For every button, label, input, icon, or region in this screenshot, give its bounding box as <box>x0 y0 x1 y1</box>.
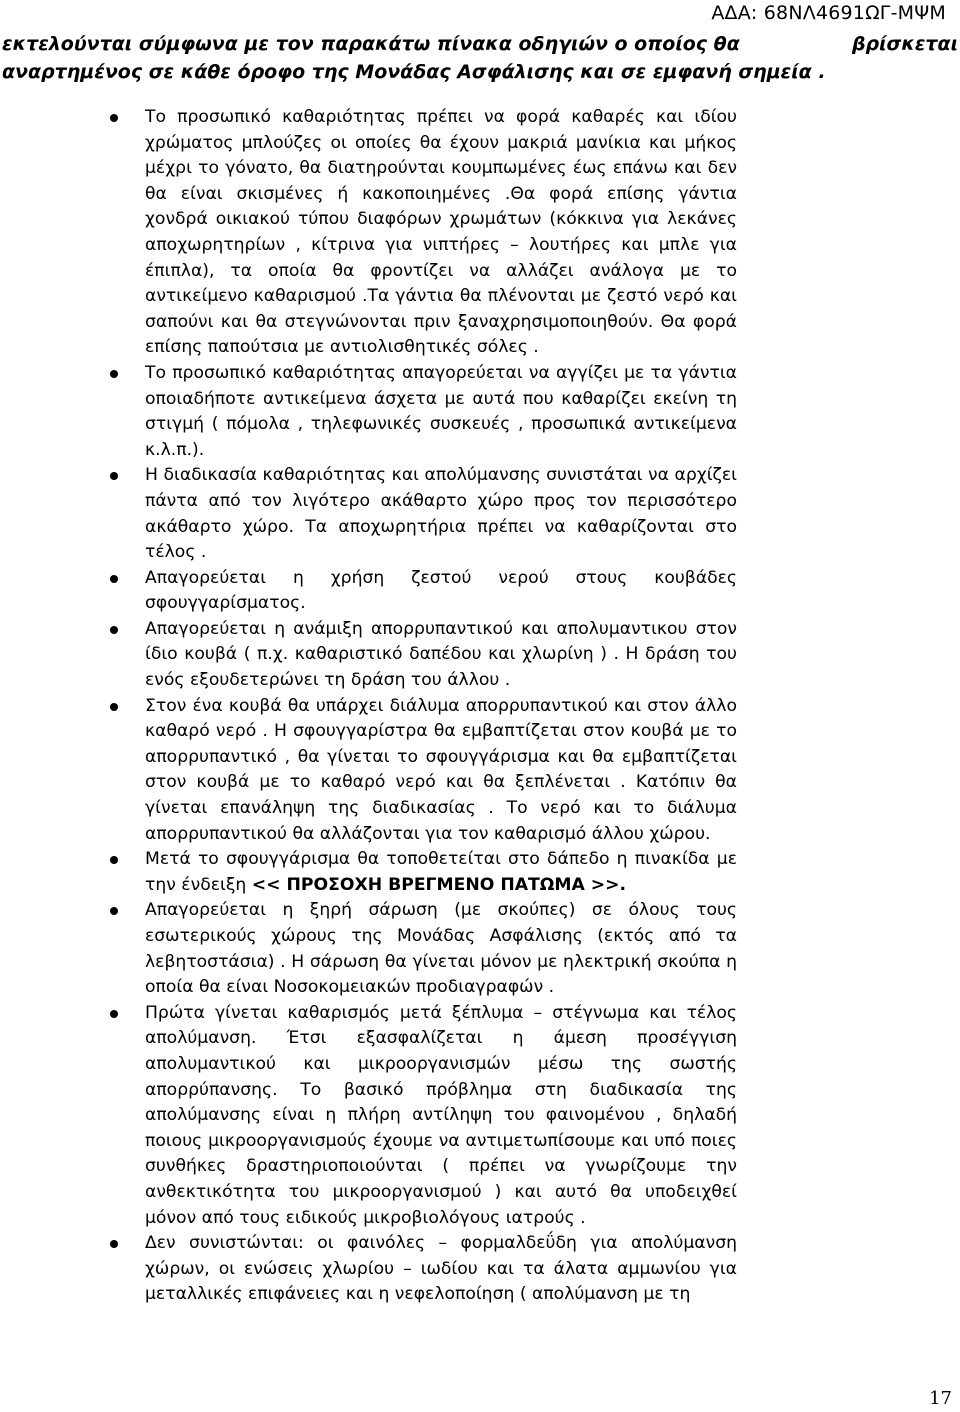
list-item <box>145 105 737 361</box>
list-item-text: Το προσωπικό καθαριότητας απαγορεύεται να αγγίζει με τα γάντια οποιαδήποτε αντικείμενα άσχετα με αυτά που καθαρίζει εκείνη τη στιγμή ( πόμολα , τηλεφωνικές συσκευές , προσωπικά αντικείμενα κ.λ.π.). <box>145 362 737 460</box>
intro-line-2: αναρτημένος σε κάθε όροφο της Μονάδας Ασφάλισης και σε εμφανή σημεία . <box>2 61 826 83</box>
intro-paragraph <box>2 30 958 86</box>
list-item <box>145 694 737 848</box>
warning-sign-text: << ΠΡΟΣΟΧΗ ΒΡΕΓΜΕΝΟ ΠΑΤΩΜΑ >>. <box>251 874 627 895</box>
bullet-icon <box>110 1010 118 1018</box>
list-item <box>145 898 737 1000</box>
list-item <box>145 617 737 694</box>
bullet-icon <box>110 575 118 583</box>
list-item <box>145 1231 737 1308</box>
list-item-text: Δεν συνιστώνται: οι φαινόλες – φορμαλδεΰδη για απολύμανση χώρων, οι ενώσεις χλωρίου – ιωδίου και τα άλατα αμμωνίου για μεταλλικές επιφάνειες και η νεφελοποίηση ( απολύμανση με τη <box>145 1233 737 1305</box>
list-item-text: Απαγορεύεται η ανάμιξη απορρυπαντικού και απολυμαντικου στον ίδιο κουβά ( π.χ. καθαριστικό δαπέδου και χλωρίνη ) . Η δράση του ενός εξουδετερώνει τη δράση του άλλου . <box>145 618 737 691</box>
bullet-icon <box>110 472 118 480</box>
list-item <box>145 1001 737 1231</box>
bullet-icon <box>110 856 118 864</box>
bullet-icon <box>110 370 118 378</box>
document-id-code: ΑΔΑ: 68ΝΛ4691ΩΓ-ΜΨΜ <box>711 2 946 24</box>
list-item-text: Το προσωπικό καθαριότητας πρέπει να φορά καθαρές και ιδίου χρώματος μπλούζες οι οποίες θα έχουν μακριά μανίκια και μήκος μέχρι το γόνατο, θα διατηρούνται κουμπωμένες έως επάνω και δεν θα είναι σκισμένες ή κακοποιημένες .Θα φορά επίσης γάντια χονδρά οικιακού τύπου διαφόρων χρωμάτων (κόκκινα για λεκάνες αποχωρητηρίων , κίτρινα για νιπτήρες – λουτήρες και μπλε για έπιπλα), τα οποία θα φροντίζει να αλλάζει ανάλογα με το αντικείμενο καθαρισμού .Τα γάντια θα πλένονται με ζεστό νερό και σαπούνι και θα στεγνώνονται πριν ξαναχρησιμοποιηθούν. Θα φορά επίσης παπούτσια με αντιολισθητικές σόλες . <box>145 107 737 358</box>
list-item <box>145 847 737 898</box>
intro-line-1 <box>2 30 958 58</box>
intro-line-1-right: βρίσκεται <box>851 33 958 55</box>
list-item <box>145 566 737 617</box>
bullet-icon <box>110 626 118 634</box>
page-number: 17 <box>929 1388 952 1409</box>
list-item-text: Απαγορεύεται η ξηρή σάρωση (με σκούπες) σε όλους τους εσωτερικούς χώρους της Μονάδας Ασφάλισης (εκτός από τα λεβητοστάσια) . Η σάρωση θα γίνεται μόνον με ηλεκτρική σκούπα η οποία θα είναι Νοσοκομειακών προδιαγραφών . <box>145 900 737 998</box>
bullet-icon <box>110 114 118 122</box>
bullet-icon <box>110 907 118 915</box>
list-item-text: Πρώτα γίνεται καθαρισμός μετά ξέπλυμα – στέγνωμα και τέλος απολύμανση. Έτσι εξασφαλίζεται η άμεση προσέγγιση απολυμαντικού και μικροοργανισμών μέσω της σωστής απορρύπανσης. Το βασικό πρόβλημα στη διαδικασία της απολύμανσης είναι η πλήρη αντίληψη του φαινομένου , δηλαδή ποιους μικροοργανισμούς έχουμε να αντιμετωπίσουμε και υπό ποιες συνθήκες δραστηριοποιούνται ( πρέπει να γνωρίζουμε την ανθεκτικότητα του μικροοργανισμού ) και αυτό θα υποδειχθεί μόνον από τους ειδικούς μικροβιολόγους ιατρούς . <box>145 1002 737 1228</box>
list-item-text: Στον ένα κουβά θα υπάρχει διάλυμα απορρυπαντικού και στον άλλο καθαρό νερό . Η σφουγγαρίστρα θα εμβαπτίζεται στον κουβά με το απορρυπαντικό , θα γίνεται το σφουγγάρισμα και θα εμβαπτίζεται στον κουβά με το καθαρό νερό και θα ξεπλένεται . Κατόπιν θα γίνεται επανάληψη της διαδικασίας . Το νερό και το διάλυμα απορρυπαντικού θα αλλάζονται για τον καθαρισμό άλλου χώρου. <box>145 695 737 844</box>
list-item-text: Μετά το σφουγγάρισμα θα τοποθετείται στο δάπεδο η πινακίδα με την ένδειξη <box>145 849 737 895</box>
instructions-list <box>0 105 960 1308</box>
bullet-icon <box>110 1240 118 1248</box>
bullet-icon <box>110 703 118 711</box>
list-item <box>145 463 737 565</box>
list-item <box>145 361 737 463</box>
list-item-text: Απαγορεύεται η χρήση ζεστού νερού στους κουβάδες σφουγγαρίσματος. <box>145 567 737 614</box>
list-item-text: Η διαδικασία καθαριότητας και απολύμανσης συνιστάται να αρχίζει πάντα από τον λιγότερο ακάθαρτο χώρο προς τον περισσότερο ακάθαρτο χώρο. Τα αποχωρητήρια πρέπει να καθαρίζονται στο τέλος . <box>145 465 737 563</box>
intro-line-1-left: εκτελούνται σύμφωνα με τον παρακάτω πίνακα οδηγιών ο οποίος θα <box>2 33 740 55</box>
